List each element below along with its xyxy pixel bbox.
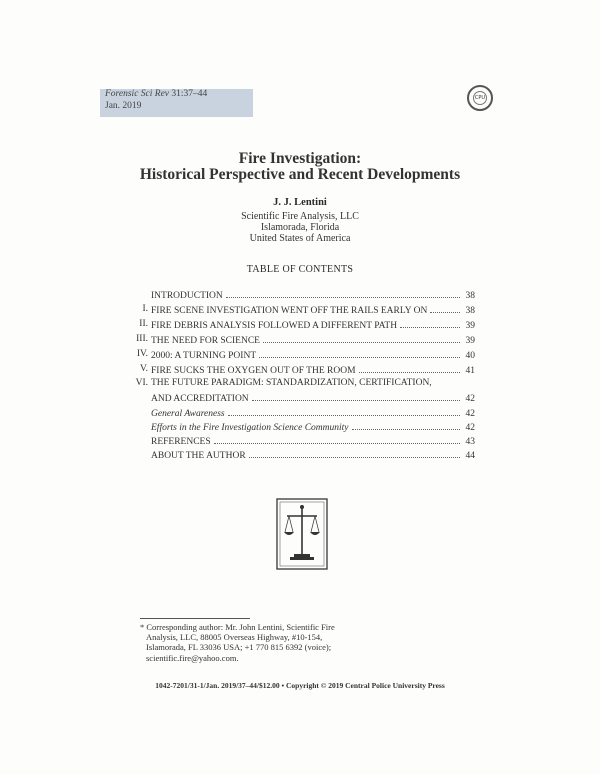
copyright-line: 1042-7201/31-1/Jan. 2019/37–44/$12.00 • Copyright © 2019 Central Police University Press [155, 681, 445, 690]
toc-leader-dots [352, 420, 460, 430]
toc-heading: TABLE OF CONTENTS [246, 264, 354, 275]
toc-entry-title: 2000: A TURNING POINT [151, 351, 257, 361]
publisher-seal-icon [467, 85, 493, 111]
footnote-divider [140, 618, 250, 619]
toc-entry-page: 38 [465, 306, 475, 316]
toc-entry-page: 43 [465, 437, 475, 447]
footnote-line: * Corresponding author: Mr. John Lentini, Scientific Fire [140, 622, 335, 632]
toc-entry-page: 38 [465, 291, 475, 301]
toc-entry-title: THE FUTURE PARADIGM: STANDARDIZATION, CERTIFICATION, [151, 378, 432, 388]
toc-subentry [110, 420, 475, 433]
toc-entry-title: REFERENCES [151, 437, 211, 447]
toc-leader-dots [228, 406, 460, 416]
toc-entry [110, 448, 475, 461]
journal-date: Jan. 2019 [105, 100, 142, 111]
toc-entry-title: Efforts in the Fire Investigation Science Community [151, 423, 349, 433]
toc-entry-title: General Awareness [151, 409, 225, 419]
toc-entry-title: FIRE SUCKS THE OXYGEN OUT OF THE ROOM [151, 366, 356, 376]
affiliation-city: Islamorada, Florida [260, 222, 340, 233]
toc-leader-dots [359, 363, 460, 373]
footnote-line: Analysis, LLC, 88005 Overseas Highway, #10-154, [146, 632, 323, 643]
toc-entry [110, 288, 475, 301]
article-title-line-2: Historical Perspective and Recent Developments [139, 166, 461, 183]
affiliation-org: Scientific Fire Analysis, LLC [241, 211, 359, 222]
toc-leader-dots [249, 448, 460, 458]
affiliation-country: United States of America [249, 233, 351, 244]
toc-entry-page: 40 [465, 351, 475, 361]
toc-subentry [110, 406, 475, 419]
footnote-line: Islamorada, FL 33036 USA; +1 770 815 6392 (voice); [146, 642, 332, 653]
toc-entry-page: 39 [465, 336, 475, 346]
toc-leader-dots [400, 318, 460, 328]
journal-name: Forensic Sci Rev [105, 89, 170, 99]
toc-entry [110, 348, 475, 361]
toc-entry-page: 44 [465, 451, 475, 461]
toc-entry [110, 434, 475, 447]
toc-leader-dots [263, 333, 460, 343]
author-name: J. J. Lentini [273, 197, 327, 208]
toc-entry-title: THE NEED FOR SCIENCE [151, 336, 260, 346]
toc-entry-number: I. [142, 304, 148, 314]
toc-leader-dots [214, 434, 460, 444]
toc-entry-number: III. [136, 334, 148, 344]
scales-of-justice-icon [276, 498, 328, 570]
toc-leader-dots [430, 303, 460, 313]
footnote-email: scientific.fire@yahoo.com. [146, 652, 239, 663]
toc-leader-dots [259, 348, 460, 358]
toc-entry-page: 39 [465, 321, 475, 331]
toc-entry-title: FIRE SCENE INVESTIGATION WENT OFF THE RAILS EARLY ON [151, 306, 428, 316]
toc-entry-number: V. [139, 364, 148, 374]
toc-entry-page: 42 [465, 423, 475, 433]
seal-label: CPU [474, 95, 486, 101]
toc-entry [110, 363, 475, 376]
toc-entry-page: 41 [465, 366, 475, 376]
toc-entry-title: INTRODUCTION [151, 291, 223, 301]
toc-entry [110, 303, 475, 316]
journal-citation-box [100, 89, 253, 117]
toc-entry [110, 318, 475, 331]
toc-leader-dots [252, 391, 460, 401]
toc-entry-number: II. [139, 319, 148, 329]
toc-leader-dots [226, 288, 460, 298]
toc-entry-number: IV. [136, 349, 148, 359]
toc-entry-title: ABOUT THE AUTHOR [151, 451, 246, 461]
corresponding-author-footnote [140, 622, 340, 663]
toc-entry-number: VI. [135, 378, 148, 388]
toc-entry-page: 42 [465, 409, 475, 419]
article-title-line-1: Fire Investigation: [238, 150, 362, 167]
toc-entry [110, 391, 475, 404]
journal-citation-line [105, 89, 248, 101]
toc-entry-title: AND ACCREDITATION [151, 394, 249, 404]
toc-entry [110, 377, 475, 390]
toc-entry [110, 333, 475, 346]
journal-volume-pages: 31:37–44 [169, 89, 208, 99]
toc-entry-title: FIRE DEBRIS ANALYSIS FOLLOWED A DIFFERENT PATH [151, 321, 398, 331]
toc-entry-page: 42 [465, 394, 475, 404]
